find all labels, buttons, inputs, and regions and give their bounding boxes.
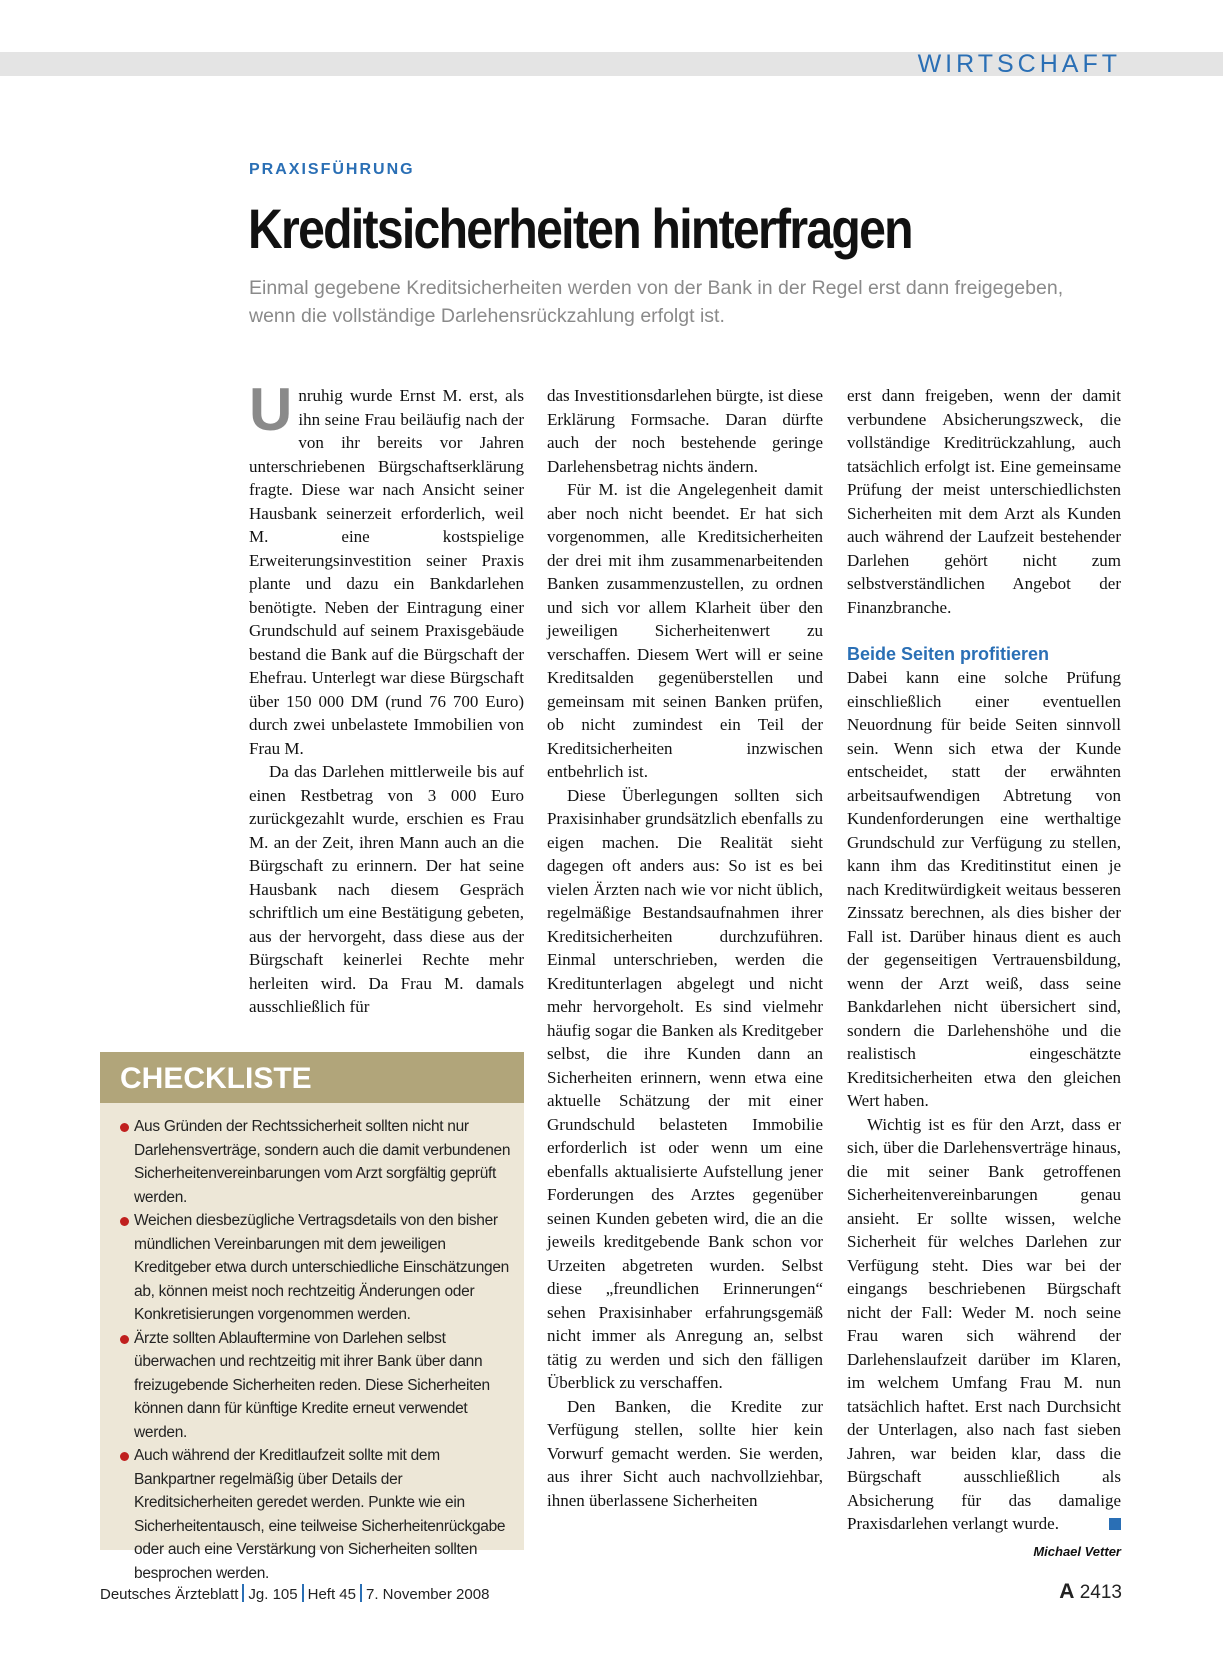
- paragraph: Den Banken, die Kredite zur Verfügung stellen, sollte hier kein Vorwurf gemacht werden. Sie werden, aus ihrer Sicht auch nachvollziehbar, ihnen überlassene Sicherheiten: [547, 1396, 823, 1510]
- article-lead: Einmal gegebene Kreditsicherheiten werden von der Bank in der Regel erst dann freigegeben, wenn die vollständige Darlehensrückzahlung erfolgt ist.: [249, 277, 1064, 327]
- separator: [360, 1584, 362, 1602]
- checklist-list: [100, 1103, 524, 1585]
- list-item: Aus Gründen der Rechtssicherheit sollten nicht nur Darlehensverträge, sondern auch die damit verbundenen Sicherheitenvereinbarungen vom Arzt sorgfältig geprüft werden.: [122, 1115, 512, 1209]
- checklist-box: [100, 1052, 524, 1582]
- date: 7. November 2008: [366, 1586, 490, 1603]
- article-column-2: [547, 384, 823, 1512]
- article-title: Kreditsicherheiten hinterfragen: [248, 197, 912, 260]
- bullet-icon: [120, 1123, 129, 1132]
- page-prefix: A: [1059, 1580, 1075, 1603]
- paragraph: Da das Darlehen mittlerweile bis auf einen Restbetrag von 3 000 Euro zurückgezahlt wurde, erschien es Frau M. an der Zeit, ihren Mann auch an die Bürgschaft zu erinnern. Der hat seine Hausbank nach diesem Gespräch schriftlich um eine Bestätigung gebeten, aus der hervorgeht, dass diese aus der Bürgschaft keinerlei Rechte mehr herleiten wird. Da Frau M. damals ausschließlich für: [249, 762, 524, 1016]
- paragraph: Unruhig wurde Ernst M. erst, als ihn seine Frau beiläufig nach der von ihr bereits vor Jahren unterschriebenen Bürgschaftserklärung fragte. Diese war nach Ansicht seiner Hausbank seinerzeit erforderlich, weil M. eine kostspielige Erweiterungsinvestition seiner Praxis plante und dazu ein Bankdarlehen benötigte. Neben der Eintragung einer Grundschuld auf seinem Praxisgebäude bestand die Bank auf die Bürgschaft der Ehefrau. Unterlegt war diese Bürgschaft über 150 000 DM (rund 76 700 Euro) durch zwei unbelastete Immobilien von Frau M.: [249, 376, 524, 758]
- article-kicker: PRAXISFÜHRUNG: [249, 161, 415, 178]
- issue: Heft 45: [307, 1586, 356, 1603]
- paragraph: erst dann freigeben, wenn der damit verbundene Absicherungszweck, die vollständige Kreditrückzahlung, auch tatsächlich erfolgt ist. Eine gemeinsame Prüfung der meist unterschiedlichsten Sicherheiten mit dem Arzt als Kunden auch während der Laufzeit bestehender Darlehen gehört nicht zum selbstverständlichen Angebot der Finanzbranche.: [847, 386, 1121, 617]
- paragraph: Für M. ist die Angelegenheit damit aber noch nicht beendet. Er hat sich vorgenommen, alle Kreditsicherheiten der drei mit ihm zusammenarbeitenden Banken zusammenzustellen, zu ordnen und sich vor allem Klarheit über den jeweiligen Sicherheitenwert zu verschaffen. Diesem Wert will er seine Kreditsalden gegenüberstellen und gemeinsam mit seinen Banken prüfen, ob nicht zumindest ein Teil der Kreditsicherheiten inzwischen entbehrlich ist.: [547, 480, 823, 781]
- paragraph: Dabei kann eine solche Prüfung einschließlich einer eventuellen Neuordnung für beide Seiten sinnvoll sein. Wenn sich etwa der Kunde entscheidet, statt der erwähnten arbeitsaufwendigen Abtretung von Kundenforderungen eine werthaltige Grundschuld zur Verfügung zu stellen, kann ihm das Kreditinstitut einen je nach Kreditwürdigkeit weitaus besseren Zinssatz berechnen, als dies bisher der Fall ist. Darüber hinaus dient es auch der gegenseitigen Vertrauensbildung, wenn der Arzt weiß, dass seine Bankdarlehen nicht übersichert sind, sondern die Darlehenshöhe und die realistisch eingeschätzte Kreditsicherheiten etwa den gleichen Wert haben.: [847, 668, 1121, 1110]
- volume: Jg. 105: [248, 1586, 298, 1603]
- separator: [242, 1584, 244, 1602]
- author: Michael Vetter: [1033, 1543, 1121, 1559]
- bullet-icon: [120, 1217, 129, 1226]
- paragraph: das Investitionsdarlehen bürgte, ist diese Erklärung Formsache. Daran dürfte auch der noch bestehende geringe Darlehensbetrag nichts ändern.: [547, 386, 823, 476]
- end-mark-icon: [1109, 1518, 1121, 1530]
- article-column-1: [249, 376, 524, 1019]
- bullet-icon: [120, 1452, 129, 1461]
- list-item: Ärzte sollten Ablauftermine von Darlehen selbst überwachen und rechtzeitig mit ihrer Bank über dann freizugebende Sicherheiten reden. Diese Sicherheiten können dann für künftige Kredite erneut verwendet werden.: [122, 1327, 512, 1445]
- bullet-icon: [120, 1335, 129, 1344]
- separator: [302, 1584, 304, 1602]
- drop-cap: U: [249, 376, 293, 443]
- list-item: Auch während der Kreditlaufzeit sollte mit dem Bankpartner regelmäßig über Details der Kreditsicherheiten geredet werden. Punkte wie ein Sicherheitentausch, eine teilweise Sicherheitenrückgabe oder auch eine Verstärkung von Sicherheiten sollten besprochen werden.: [122, 1444, 512, 1585]
- journal-name: Deutsches Ärzteblatt: [100, 1586, 239, 1603]
- list-item: Weichen diesbezügliche Vertragsdetails von den bisher mündlichen Vereinbarungen mit dem jeweiligen Kreditgeber etwa durch unterschiedliche Einschätzungen ab, können meist noch rechtzeitig Änderungen oder Konkretisierungen vorgenommen werden.: [122, 1209, 512, 1327]
- footer-citation: [100, 1584, 489, 1603]
- section-label: WIRTSCHAFT: [917, 50, 1121, 78]
- checklist-title: CHECKLISTE: [100, 1052, 524, 1103]
- article-column-3: [847, 384, 1121, 1563]
- paragraph: Diese Überlegungen sollten sich Praxisinhaber grundsätzlich ebenfalls zu eigen machen. Die Realität sieht dagegen oft anders aus: So ist es bei vielen Ärzten nach wie vor nicht üblich, regelmäßige Bestandsaufnahmen ihrer Kreditsicherheiten durchzuführen. Einmal unterschrieben, werden die Kreditunterlagen abgelegt und nicht mehr hervorgeholt. Es sind vielmehr häufig sogar die Banken als Kreditgeber selbst, die ihre Kunden dann an Sicherheiten erinnern, wenn etwa eine aktuelle Schätzung der mit einer Grundschuld belasteten Immobilie erforderlich ist oder wenn um eine ebenfalls aktualisierte Aufstellung jener Forderungen des Arztes gegenüber seinen Kunden gebeten wird, die an die jeweils kreditgebende Bank schon vor Urzeiten abgetreten wurden. Selbst diese „freundlichen Erinnerungen“ sehen Praxisinhaber erfahrungsgemäß nicht immer als Anregung an, selbst tätig zu werden und sich den fälligen Überblick zu verschaffen.: [547, 785, 823, 1392]
- subheading: Beide Seiten profitieren: [847, 644, 1050, 664]
- paragraph: Wichtig ist es für den Arzt, dass er sich, über die Darlehensverträge hinaus, die mit seiner Bank getroffenen Sicherheitenvereinbarungen genau ansieht. Er sollte wissen, welche Sicherheit für welches Darlehen zur Verfügung steht. Dies war bei der eingangs beschriebenen Bürgschaft nicht der Fall: Weder M. noch seine Frau waren sich während der Darlehenslaufzeit darüber im Klaren, im welchem Umfang Frau M. nun tatsächlich haftet. Erst nach Durchsicht der Unterlagen, also nach fast sieben Jahren, war beiden klar, dass die Bürgschaft ausschließlich als Absicherung für das damalige Praxisdarlehen verlangt wurde.: [847, 1114, 1121, 1533]
- page-number: A 2413: [1059, 1580, 1122, 1603]
